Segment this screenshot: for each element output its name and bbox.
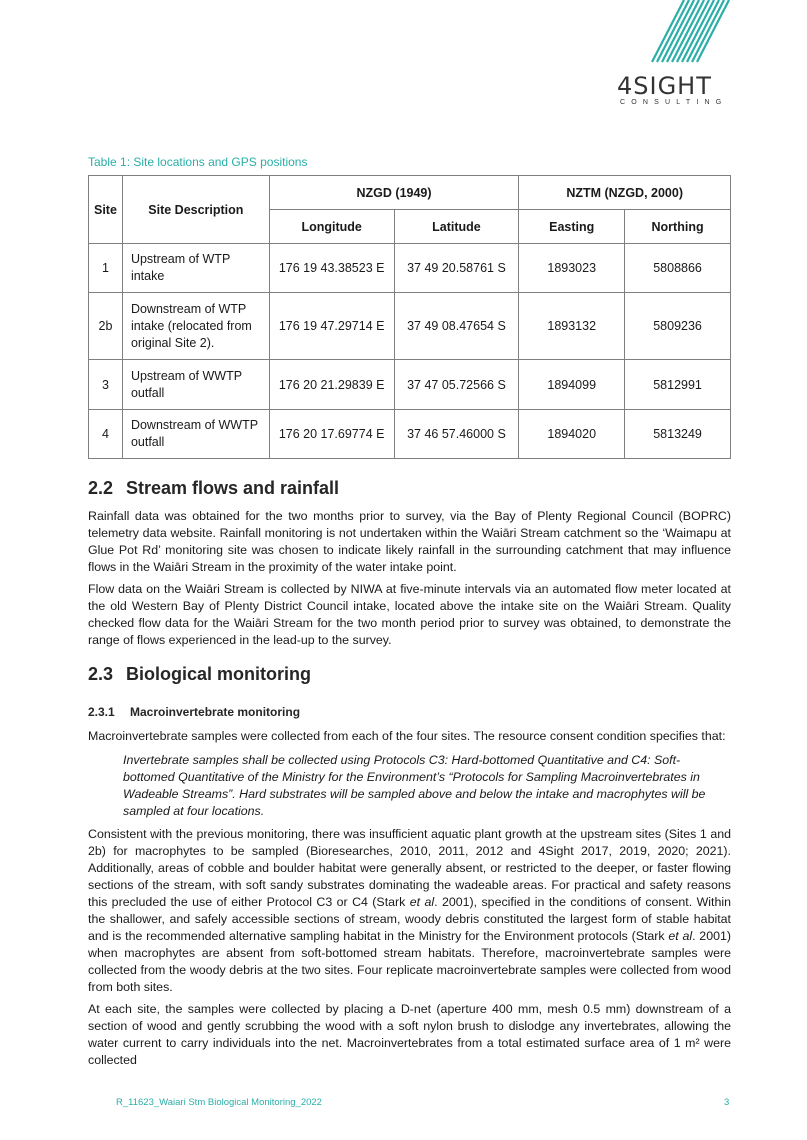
header-site: Site: [89, 176, 123, 244]
section-title: Stream flows and rainfall: [126, 478, 340, 498]
subsection-2-3-1-heading: [88, 705, 731, 719]
cell-easting: 1894020: [519, 410, 625, 459]
subheading: [88, 705, 731, 719]
header-description: Site Description: [122, 176, 269, 244]
table-row: [89, 293, 731, 360]
cell-description: Upstream of WWTP outfall: [122, 360, 269, 410]
cell-easting: 1894099: [519, 360, 625, 410]
cell-latitude: 37 47 05.72566 S: [394, 360, 519, 410]
cell-easting: 1893023: [519, 244, 625, 293]
cell-latitude: 37 46 57.46000 S: [394, 410, 519, 459]
paragraph: At each site, the samples were collected by placing a D-net (aperture 400 mm, mesh 0.5 mm) downstream of a section of wood and gently scrubbing the wood with a soft nylon brush to dislodge any invertebrates, allowing the water current to carry individuals into the net. Macroinvertebrates from a total estimated surface area of 1 m² were collected: [88, 1002, 731, 1067]
section-2-3-heading: [88, 664, 731, 685]
paragraph: Rainfall data was obtained for the two months prior to survey, via the Bay of Plenty Regional Council (BOPRC) telemetry data website. Rainfall monitoring is not undertaken within the Waiāri Stream catchment so the ‘Waimapu at Glue Pot Rd’ monitoring site was chosen to indicate likely rainfall in the surrounding catchment that may influence flows in the Waiāri Stream in the proximity of the water intake point.: [88, 509, 731, 574]
section-2-2-paragraph-1: [88, 508, 731, 576]
section-2-2-heading: [88, 478, 731, 499]
site-locations-table: [88, 175, 731, 459]
cell-northing: 5812991: [625, 360, 731, 410]
heading: [88, 478, 731, 499]
heading: [88, 664, 731, 685]
section-title: Biological monitoring: [126, 664, 311, 684]
section-number: 2.3: [88, 664, 114, 684]
cell-latitude: 37 49 08.47654 S: [394, 293, 519, 360]
text-run: . 2001) when macrophytes are absent from soft-bottomed stream habitats. Therefore, macroinvertebrate samples were collected from the woody debris at the two sites. Four replicate macroinvertebrate samples were collected from wood from both sites.: [88, 929, 731, 994]
subsection-title: Macroinvertebrate monitoring: [130, 705, 301, 719]
consent-quote: [88, 752, 731, 820]
cell-easting: 1893132: [519, 293, 625, 360]
header-northing: Northing: [625, 210, 731, 244]
et-al-italic: et al: [668, 929, 693, 943]
cell-description: Downstream of WTP intake (relocated from original Site 2).: [122, 293, 269, 360]
cell-longitude: 176 20 17.69774 E: [269, 410, 394, 459]
logo-subtitle: CONSULTING: [620, 99, 728, 106]
subsection-number: 2.3.1: [88, 705, 115, 719]
cell-latitude: 37 49 20.58761 S: [394, 244, 519, 293]
paragraph: [88, 826, 731, 996]
section-2-2-paragraph-2: [88, 581, 731, 649]
section-2-3-paragraph-3: [88, 1001, 731, 1069]
text-run: . 2001), specified in the conditions of consent. Within the shallower, and safely accessible sections of stream, woody debris constituted the largest form of stable habitat and is the recommended alternative sampling habitat in the Ministry for the Environment protocols (Stark: [88, 895, 732, 943]
table-header-row: [89, 176, 731, 210]
paragraph: Flow data on the Waiāri Stream is collected by NIWA at five-minute intervals via an automated flow meter located at the old Western Bay of Plenty District Council intake, located above the intake site on the Waiāri Stream. Quality checked flow data for the Waiāri Stream for the two month period prior to survey was obtained, to demonstrate the range of flows experienced in the lead-up to the survey.: [88, 582, 731, 647]
header-nztm: NZTM (NZGD, 2000): [519, 176, 731, 210]
cell-site: 2b: [89, 293, 123, 360]
table-row: [89, 360, 731, 410]
section-number: 2.2: [88, 478, 114, 498]
cell-longitude: 176 19 43.38523 E: [269, 244, 394, 293]
header-easting: Easting: [519, 210, 625, 244]
logo-wordmark: 4SIGHT: [617, 72, 712, 100]
cell-site: 1: [89, 244, 123, 293]
cell-site: 4: [89, 410, 123, 459]
cell-longitude: 176 19 47.29714 E: [269, 293, 394, 360]
footer-doc-reference: R_11623_Waiari Stm Biological Monitoring_2022: [116, 1097, 322, 1108]
cell-northing: 5809236: [625, 293, 731, 360]
header-longitude: Longitude: [269, 210, 394, 244]
cell-northing: 5813249: [625, 410, 731, 459]
header-latitude: Latitude: [394, 210, 519, 244]
section-2-3-paragraph-1: [88, 728, 731, 745]
section-2-3-paragraph-2: [88, 826, 731, 996]
cell-description: Upstream of WTP intake: [122, 244, 269, 293]
text-run: Consistent with the previous monitoring, there was insufficient aquatic plant growth at the upstream sites (Sites 1 and 2b) for macrophytes to be sampled (Bioresearches, 2010, 2011, 2012 and 4Sight 2017, 2019, 2020; 2021). Additionally, areas of cobble and boulder habitat were generally absent, or restricted to the deeper, or faster flowing sections of the stream, with soft sandy substrates dominating the wadeable areas. For practical and safety reasons this precluded the use of either Protocol C3 or C4 (Stark: [88, 827, 731, 909]
cell-description: Downstream of WWTP outfall: [122, 410, 269, 459]
table-row: [89, 244, 731, 293]
et-al-italic: et al: [409, 895, 435, 909]
table-caption: Table 1: Site locations and GPS positions: [88, 155, 308, 169]
table-row: [89, 410, 731, 459]
cell-longitude: 176 20 21.29839 E: [269, 360, 394, 410]
cell-northing: 5808866: [625, 244, 731, 293]
footer-page-number: 3: [724, 1097, 730, 1108]
block-quote: Invertebrate samples shall be collected using Protocols C3: Hard-bottomed Quantitative and C4: Soft-bottomed Quantitative of the Ministry for the Environment’s “Protocols for Sampling Macroinvertebrates in Wadeable Streams”. Hard substrates will be sampled above and below the intake and macrophytes will be sampled at four locations.: [123, 753, 706, 818]
cell-site: 3: [89, 360, 123, 410]
paragraph: Macroinvertebrate samples were collected from each of the four sites. The resource consent condition specifies that:: [88, 729, 726, 743]
header-nzgd: NZGD (1949): [269, 176, 519, 210]
